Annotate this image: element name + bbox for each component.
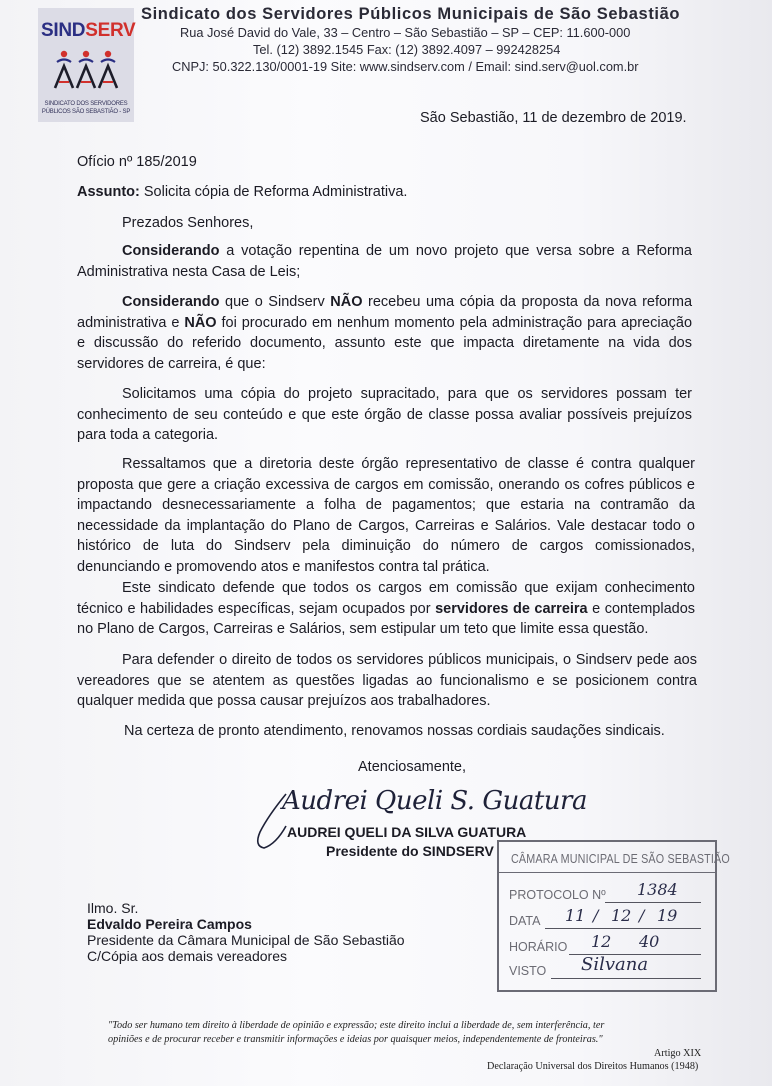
p5-line-2 [77,599,695,620]
letterhead-address: Rua José David do Vale, 33 – Centro – São Sebastião – SP – CEP: 11.600-000 [180,25,631,40]
stamp-protocolo-value: 1384 [637,880,678,899]
protocol-stamp [497,840,730,992]
p2-line-2b: foi procurado em nenhum momento pela administração para apreciação [221,314,693,331]
letter-date: São Sebastião, 11 de dezembro de 2019. [420,110,687,126]
p2-line-1 [77,292,692,313]
stamp-data-label: DATA [509,914,541,928]
stamp-protocolo-label: PROTOCOLO Nº [509,888,606,902]
p2-line-2 [77,313,692,334]
p1-bold: Considerando [122,243,220,259]
logo-wordmark [41,20,135,42]
p2-line-2a: administrativa e [77,314,180,331]
paragraph-4 [77,454,695,577]
stamp-visto-value: Silvana [581,954,649,975]
stamp-horario-h: 12 [591,932,612,951]
p5-bold: servidores de carreira [435,600,588,617]
logo-wordmark-part1: SIND [41,20,86,41]
p5-line-3: no Plano de Cargos, Carreiras e Salários, sem estipular um teto que limite essa questão. [77,621,649,637]
p5-line-2a: técnico e habilidades específicas, sejam ocupados por [77,600,431,617]
p1-line-1-text: a votação repentina de um novo projeto que versa sobre a Reforma [226,243,692,259]
paragraph-7: Na certeza de pronto atendimento, renovamos nossas cordiais saudações sindicais. [124,723,665,739]
p2-line-1b: recebeu uma cópia da proposta da nova reforma [368,294,693,310]
handwritten-signature: Audrei Queli S. Guatura [282,786,587,816]
p6-line-3: qualquer medida que possa causar prejuízos aos trabalhadores. [77,693,491,709]
p4-line-5: histórico de luta do Sindserv pela diminuição do número de cargos comissionados, [77,538,695,554]
p3-line-2: conhecimento de seu conteúdo e que este órgão de classe possa avaliar possíveis prejuízos [77,406,692,423]
p4-line-6: denunciando e promovendo atos e manifestos contra tal prática. [77,558,490,575]
stamp-data-month: 12 [611,906,632,925]
footer-quote-line-1: "Todo ser humano tem direito à liberdade de opinião e expressão; este direito inclui a liberdade de, sem interferência, ter [108,1020,605,1031]
stamp-horario-m: 40 [639,932,660,951]
p5-line-2b: e contemplados [592,600,696,617]
p2-line-3: e discussão do referido documento, assunto este que impacta diretamente na vida dos [77,335,692,351]
p2-line-4: servidores de carreira, é que: [77,355,266,372]
stamp-visto-line [551,978,701,979]
p4-line-4: necessidade da implantação do Plano de Cargos, Carreiras e Salários. Vale destacar todo o [77,517,695,534]
stamp-protocolo-line [605,902,701,903]
recipient-title: Presidente da Câmara Municipal de São Sebastião [87,932,405,948]
stamp-horario-label: HORÁRIO [509,940,568,954]
letterhead-cnpj: CNPJ: 50.322.130/0001-19 Site: www.sindserv.com / Email: sind.serv@uol.com.br [172,59,639,74]
signer-title: Presidente do SINDSERV [326,843,494,859]
paragraph-3 [77,384,692,446]
subject-text: Solicita cópia de Reforma Administrativa. [143,184,408,200]
p5-line-1: Este sindicato defende que todos os cargos em comissão que exijam conhecimento [122,580,695,596]
footer-source: Declaração Universal dos Direitos Humanos (1948) [487,1061,699,1072]
p3-line-3: para toda a categoria. [77,427,219,443]
letterhead-phone: Tel. (12) 3892.1545 Fax: (12) 3892.4097 – 992428254 [253,42,561,57]
sindserv-logo [38,8,134,122]
stamp-divider [499,872,715,873]
p3-line-1: Solicitamos uma cópia do projeto supracitado, para que os servidores possam ter [122,386,692,402]
footer-article: Artigo XIX [654,1048,702,1059]
stamp-data-day: 11 [565,906,586,925]
logo-caption: SINDICATO DOS SERVIDORES PÚBLICOS SÃO SEBASTIÃO - SP [41,101,131,115]
p6-line-2: vereadores que se atentem as questões ligadas ao funcionalismo e se posicionem contra [77,672,697,689]
paragraph-6 [77,650,697,712]
recipient-name: Edvaldo Pereira Campos [87,916,252,932]
paragraph-1 [77,241,692,282]
letterhead-title: Sindicato dos Servidores Públicos Municipais de São Sebastião [141,5,681,23]
stamp-data-sep-2: / [639,906,645,925]
logo-wordmark-part2: SERV [85,20,136,41]
letter-subject [77,182,407,203]
p2-line-1a: que o Sindserv [225,294,325,310]
recipient-cc: C/Cópia aos demais vereadores [87,948,287,964]
p1-line-1 [77,241,692,262]
signer-name: AUDREI QUELI DA SILVA GUATURA [287,824,527,840]
p4-line-2: proposta que gere a criação excessiva de cargos em comissão, onerando os cofres públicos e [77,476,695,493]
p2-nao-1: NÃO [330,294,363,310]
letter-number: Ofício nº 185/2019 [77,154,197,170]
stamp-visto-label: VISTO [509,964,547,978]
p1-line-2: Administrativa nesta Casa de Leis; [77,263,301,280]
paragraph-2 [77,292,692,374]
stamp-data-line [545,928,701,929]
p4-line-1: Ressaltamos que a diretoria deste órgão representativo de classe é contra qualquer [122,456,695,472]
stamp-data-year: 19 [657,906,678,925]
p4-line-3: impactando desnecessariamente a folha de pagamentos; que estaria na contramão da [77,497,695,513]
subject-label: Assunto: [77,184,140,200]
footer-quote-line-2: opiniões e de procurar receber e transmitir informações e ideias por quaisquer meios, independentemente de fronteiras." [108,1034,603,1045]
paragraph-5 [77,578,695,640]
people-figures-icon [52,48,120,96]
closing: Atenciosamente, [358,759,467,775]
stamp-data-sep-1: / [593,906,599,925]
p2-bold: Considerando [122,294,220,310]
recipient-salutation: Ilmo. Sr. [87,900,139,916]
stamp-title: CÂMARA MUNICIPAL DE SÃO SEBASTIÃO [511,852,730,866]
p2-nao-2: NÃO [184,314,217,331]
p6-line-1: Para defender o direito de todos os servidores públicos municipais, o Sindserv pede aos [122,652,697,668]
greeting: Prezados Senhores, [122,215,254,231]
